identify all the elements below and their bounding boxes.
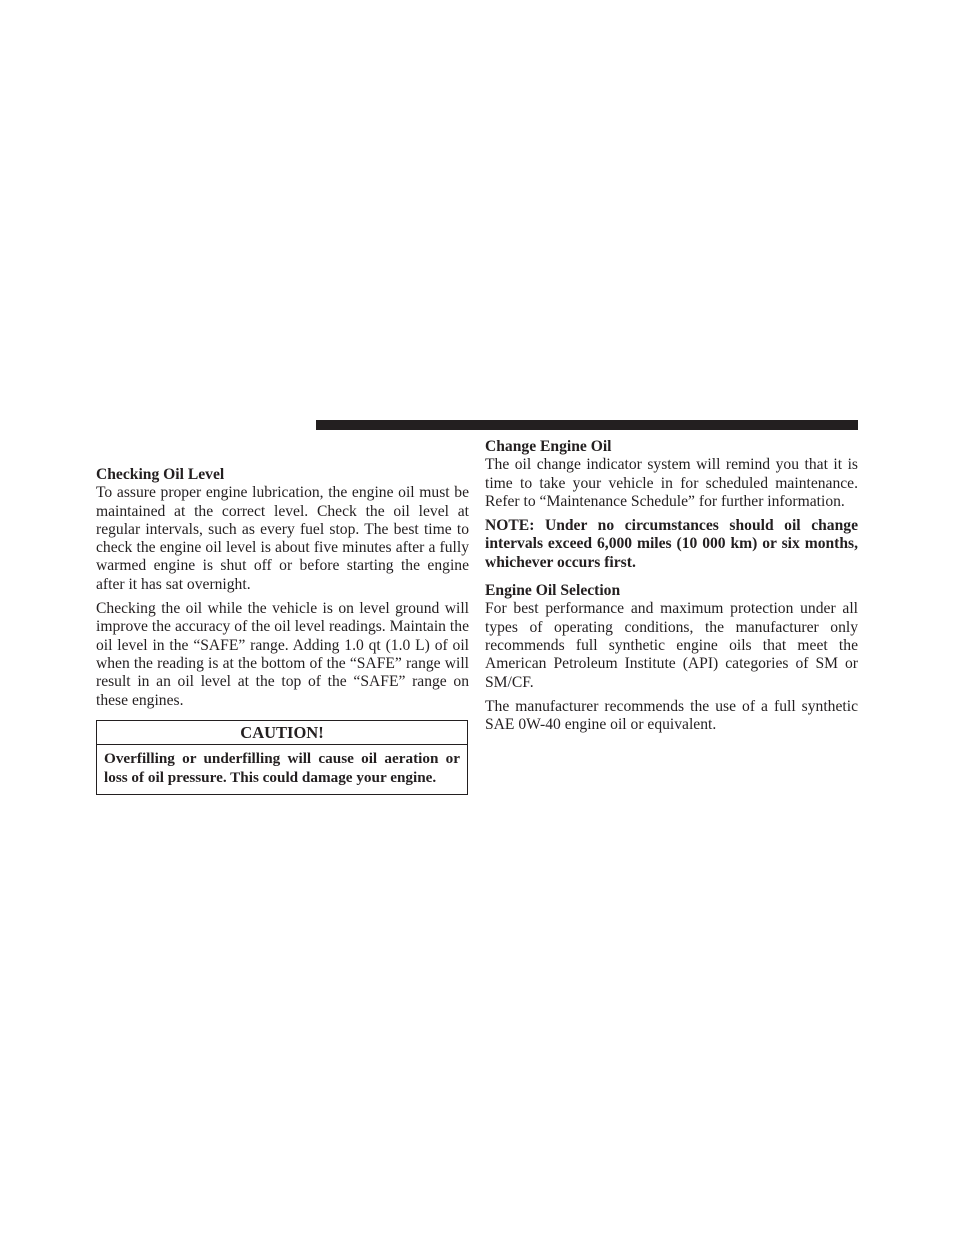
change-oil-note: NOTE: Under no circumstances should oil change intervals exceed 6,000 miles (10 000 km) or six months, whichever occurs first. <box>485 517 858 571</box>
checking-oil-paragraph-2: Checking the oil while the vehicle is on level ground will improve the accuracy of the oil level readings. Maintain the oil level in the “SAFE” range. Adding 1.0 qt (1.0 L) of oil when the reading is at the bottom of the “SAFE” range will result in an oil level at the top of the “SAFE” range on these engines. <box>96 600 469 709</box>
caution-title: CAUTION! <box>97 721 467 745</box>
checking-oil-paragraph-1: To assure proper engine lubrication, the engine oil must be maintained at the correct level. Check the oil level at regular intervals, such as every fuel stop. The best time to check the engine oil level is about five minutes after a fully warmed engine is shut off or before starting the engine after it has sat overnight. <box>96 484 469 593</box>
right-column <box>485 438 858 740</box>
checking-oil-heading: Checking Oil Level <box>96 466 225 483</box>
caution-box <box>96 720 468 795</box>
section-divider-bar <box>316 420 858 430</box>
oil-selection-paragraph-1: For best performance and maximum protection under all types of operating conditions, the manufacturer only recommends full synthetic engine oils that meet the American Petroleum Institute (API) categories of SM or SM/CF. <box>485 600 858 691</box>
change-oil-paragraph: The oil change indicator system will remind you that it is time to take your vehicle in for scheduled maintenance. Refer to “Maintenance Schedule” for further information. <box>485 456 858 510</box>
oil-selection-paragraph-2: The manufacturer recommends the use of a full synthetic SAE 0W-40 engine oil or equivalent. <box>485 697 858 734</box>
oil-selection-heading: Engine Oil Selection <box>485 582 621 600</box>
left-column <box>96 466 469 795</box>
caution-body: Overfilling or underfilling will cause oil aeration or loss of oil pressure. This could damage your engine. <box>104 750 460 787</box>
change-oil-heading: Change Engine Oil <box>485 438 612 455</box>
